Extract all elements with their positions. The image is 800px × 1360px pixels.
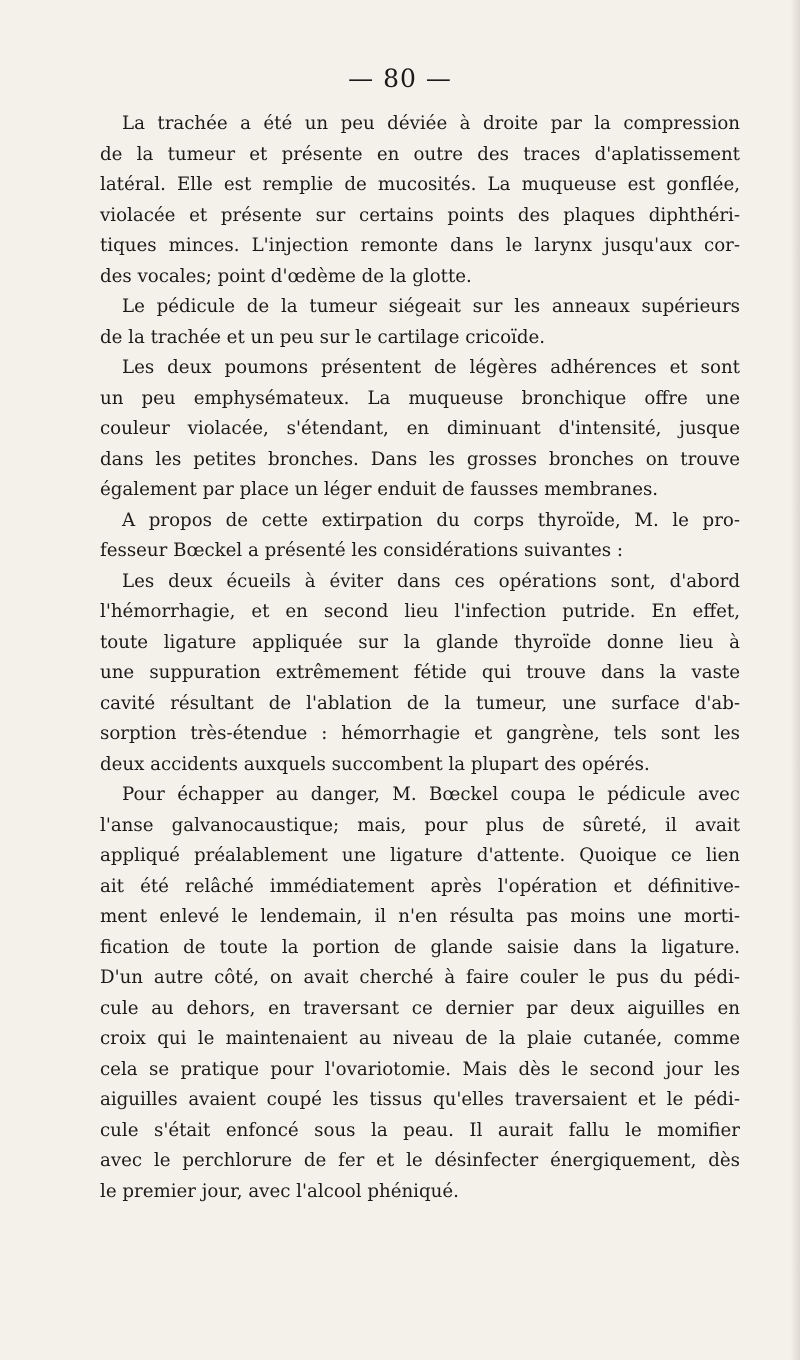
paragraph-procedure — [100, 780, 740, 1207]
text-line: latéral. Elle est remplie de mucosités. La muqueuse est gonflée, — [100, 174, 740, 195]
paragraph-pedicle — [100, 292, 740, 353]
text-line: sorption très-étendue : hémorrhagie et gangrène, tels sont les — [100, 723, 740, 744]
text-line: de la tumeur et présente en outre des traces d'aplatissement — [100, 143, 740, 165]
paragraph-boeckel-intro — [100, 506, 740, 567]
page-number: — 80 — — [348, 64, 452, 93]
text-line: cule au dehors, en traversant ce dernier par deux aiguilles en — [100, 997, 740, 1019]
page-edge-shadow — [790, 0, 800, 1360]
text-line: croix qui le maintenaient au niveau de la plaie cutanée, comme — [100, 1028, 740, 1049]
text-line: le premier jour, avec l'alcool phéniqué. — [100, 1180, 459, 1202]
text-line: des vocales; point d'œdème de la glotte. — [100, 265, 472, 287]
text-line: fesseur Bœckel a présenté les considérations suivantes : — [100, 540, 623, 561]
paragraph-trachea — [100, 109, 740, 292]
text-line: tiques minces. L'injection remonte dans le larynx jusqu'aux cor- — [100, 235, 740, 256]
text-line: avec le perchlorure de fer et le désinfecter énergiquement, dès — [100, 1150, 740, 1171]
text-line: l'hémorrhagie, et en second lieu l'infection putride. En effet, — [100, 601, 740, 622]
text-line: cela se pratique pour l'ovariotomie. Mais dès le second jour les — [100, 1058, 740, 1080]
text-line: ment enlevé le lendemain, il n'en résulta pas moins une morti- — [100, 906, 740, 927]
text-line: violacée et présente sur certains points des plaques diphthéri- — [100, 204, 740, 226]
text-line: A propos de cette extirpation du corps thyroïde, M. le pro- — [122, 509, 740, 531]
text-line: appliqué préalablement une ligature d'attente. Quoique ce lien — [100, 845, 740, 866]
text-line: cavité résultant de l'ablation de la tumeur, une surface d'ab- — [100, 692, 740, 714]
text-line: Le pédicule de la tumeur siégeait sur les anneaux supérieurs — [122, 296, 740, 317]
text-line: un peu emphysémateux. La muqueuse bronchique offre une — [100, 387, 740, 409]
paragraph-lungs — [100, 353, 740, 506]
body-text — [100, 109, 740, 1207]
text-line: Les deux écueils à éviter dans ces opérations sont, d'abord — [122, 570, 740, 592]
text-line: toute ligature appliquée sur la glande thyroïde donne lieu à — [100, 631, 740, 653]
text-line: aiguilles avaient coupé les tissus qu'elles traversaient et le pédi- — [100, 1089, 740, 1110]
text-line: deux accidents auxquels succombent la plupart des opérés. — [100, 753, 650, 775]
text-line: de la trachée et un peu sur le cartilage cricoïde. — [100, 326, 546, 348]
text-line: ait été relâché immédiatement après l'opération et définitive- — [100, 875, 740, 897]
text-line: fication de toute la portion de glande saisie dans la ligature. — [100, 936, 740, 958]
text-line: également par place un léger enduit de fausses membranes. — [100, 479, 659, 500]
text-line: cule s'était enfoncé sous la peau. Il aurait fallu le momifier — [100, 1119, 740, 1141]
text-line: Pour échapper au danger, M. Bœckel coupa le pédicule avec — [122, 784, 740, 805]
text-line: une suppuration extrêmement fétide qui trouve dans la vaste — [100, 662, 740, 683]
text-line: dans les petites bronches. Dans les grosses bronches on trouve — [100, 448, 740, 470]
text-line: l'anse galvanocaustique; mais, pour plus de sûreté, il avait — [100, 814, 740, 836]
text-line: couleur violacée, s'étendant, en diminuant d'intensité, jusque — [100, 418, 740, 439]
text-line: La trachée a été un peu déviée à droite par la compression — [122, 113, 740, 134]
paragraph-dangers — [100, 567, 740, 781]
text-line: D'un autre côté, on avait cherché à faire couler le pus du pédi- — [100, 967, 740, 988]
text-line: Les deux poumons présentent de légères adhérences et sont — [122, 357, 740, 378]
